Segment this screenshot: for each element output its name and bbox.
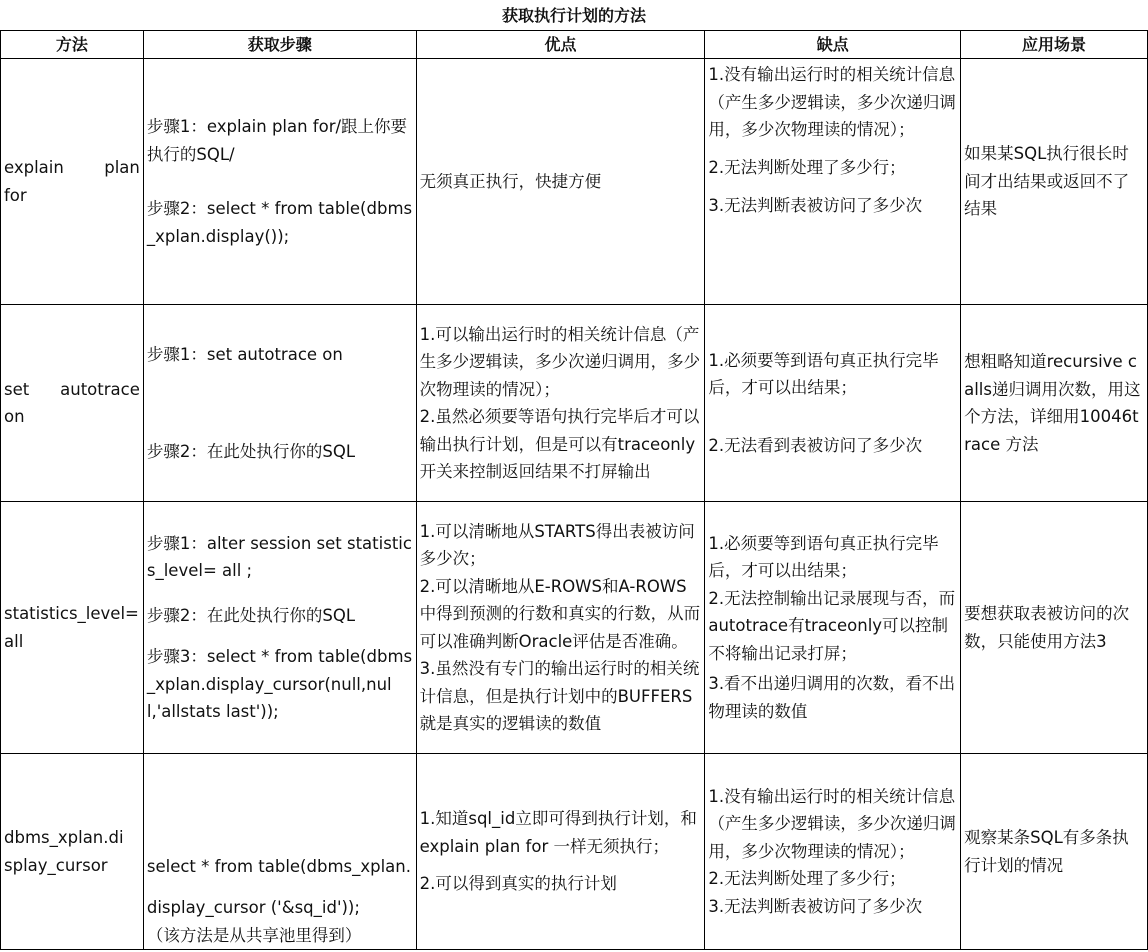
cons-text: 3.看不出递归调用的次数，看不出物理读的数值 [708,674,956,721]
step-text [147,629,413,643]
step-text: display_cursor ('&sq_id')); [146,898,360,917]
method-cell [1,59,144,305]
cons-text: 1.没有输出运行时的相关统计信息（产生多少逻辑读，多少次递归调用，多少次物理读的情况）； [708,786,956,861]
scenario-text: 观察某条SQL有多条执行计划的情况 [964,828,1129,875]
pros-cell [416,502,705,754]
steps-cell [143,59,416,305]
step-text [147,880,413,894]
method-cell [1,754,144,950]
methods-table [0,30,1148,950]
cons-cell [705,59,961,305]
step-text: （该方法是从共享池里得到） [146,925,362,945]
cons-text: 2.无法看到表被访问了多少次 [708,435,923,455]
scenario-cell [961,502,1148,754]
step-text [147,368,413,438]
cons-text: 2.无法判断处理了多少行； [708,869,906,889]
step-text: select * from table(dbms_xplan. [146,856,411,876]
method-cell [1,305,144,502]
pros-text: 2.可以清晰地从E-ROWS和A-ROWS中得到预测的行数和真实的行数，从而可以准确判断Oracle评估是否准确。 [419,576,701,651]
header-method: 方法 [1,31,144,59]
cons-text: 1.没有输出运行时的相关统计信息（产生多少逻辑读，多少次递归调用，多少次物理读的情况）； [708,65,956,139]
step-text: 步骤1：alter session set statistics_level= all ; [146,533,412,580]
step-text: 步骤1：set autotrace on [146,344,343,364]
cons-text: 1.必须要等到语句真正执行完毕后，才可以出结果； [708,350,939,398]
table-row [1,754,1148,950]
method-line: on [4,407,25,426]
pros-cell [416,754,705,950]
header-cons: 缺点 [705,31,961,59]
method-line: dbms_xplan.di [4,828,124,847]
method-line: explain plan [4,158,140,177]
pros-text: 1.知道sql_id立即可得到执行计划，和explain plan for 一样无须执行； [419,809,697,856]
pros-text: 3.虽然没有专门的输出运行时的相关统计信息，但是执行计划中的BUFFERS就是真实的逻辑读的数值 [419,659,700,733]
pros-text: 1.可以清晰地从STARTS得出表被访问多少次； [419,521,695,568]
method-line: statistics_level= [4,604,139,623]
pros-text: 无须真正执行，快捷方便 [419,171,602,191]
method-line: all [4,631,24,651]
pros-cell [416,59,705,305]
step-text [147,585,413,602]
pros-text: 2.虽然必须要等语句执行完毕后才可以输出执行计划，但是可以有traceonly开关来控制返回结果不打屏输出 [419,407,700,481]
step-text: 步骤2：select * from table(dbms_xplan.display()); [146,199,413,246]
header-row [1,31,1148,59]
method-cell [1,502,144,754]
steps-cell [143,502,416,754]
step-text: 步骤2：在此处执行你的SQL [146,605,356,625]
header-steps: 获取步骤 [143,31,416,59]
header-scenario: 应用场景 [961,31,1148,59]
cons-text [708,402,957,432]
scenario-cell [961,754,1148,950]
cons-text: 3.无法判断表被访问了多少次 [708,896,923,916]
steps-cell [143,305,416,502]
table-title: 获取执行计划的方法 [501,6,646,25]
method-line: set autotrace [4,379,140,399]
scenario-text: 如果某SQL执行很长时间才出结果或返回不了结果 [964,144,1130,219]
method-line: splay_cursor [4,855,108,875]
table-row [1,305,1148,502]
pros-text: 1.可以输出运行时的相关统计信息（产生多少逻辑读，多少次递归调用，多少次物理读的情况）； [419,324,701,399]
cons-cell [705,754,961,950]
header-pros: 优点 [416,31,705,59]
cons-text: 2.无法判断处理了多少行； [708,157,906,177]
pros-cell [416,305,705,502]
step-text [147,168,413,195]
method-line: for [4,185,27,205]
scenario-text: 想粗略知道recursive calls递归调用次数，用这个方法，详细用10046trace 方法 [964,352,1141,454]
cons-cell [705,502,961,754]
cons-cell [705,305,961,502]
step-text: 步骤2：在此处执行你的SQL [146,442,356,461]
table-row [1,59,1148,305]
scenario-text: 要想获取表被访问的次数，只能使用方法3 [964,604,1130,651]
scenario-cell [961,59,1148,305]
scenario-cell [961,305,1148,502]
cons-text: 3.无法判断表被访问了多少次 [708,196,923,215]
cons-text: 1.必须要等到语句真正执行完毕后，才可以出结果； [708,533,939,581]
step-text: 步骤3：select * from table(dbms_xplan.display_cursor(null,null,'allstats last')); [146,647,413,721]
pros-text: 2.可以得到真实的执行计划 [419,874,617,894]
cons-text: 2.无法控制输出记录展现与否，而autotrace有traceonly可以控制不将输出记录打屏； [708,588,956,663]
steps-cell [143,754,416,950]
table-row [1,502,1148,754]
step-text: 步骤1：explain plan for/跟上你要执行的SQL/ [146,117,408,164]
